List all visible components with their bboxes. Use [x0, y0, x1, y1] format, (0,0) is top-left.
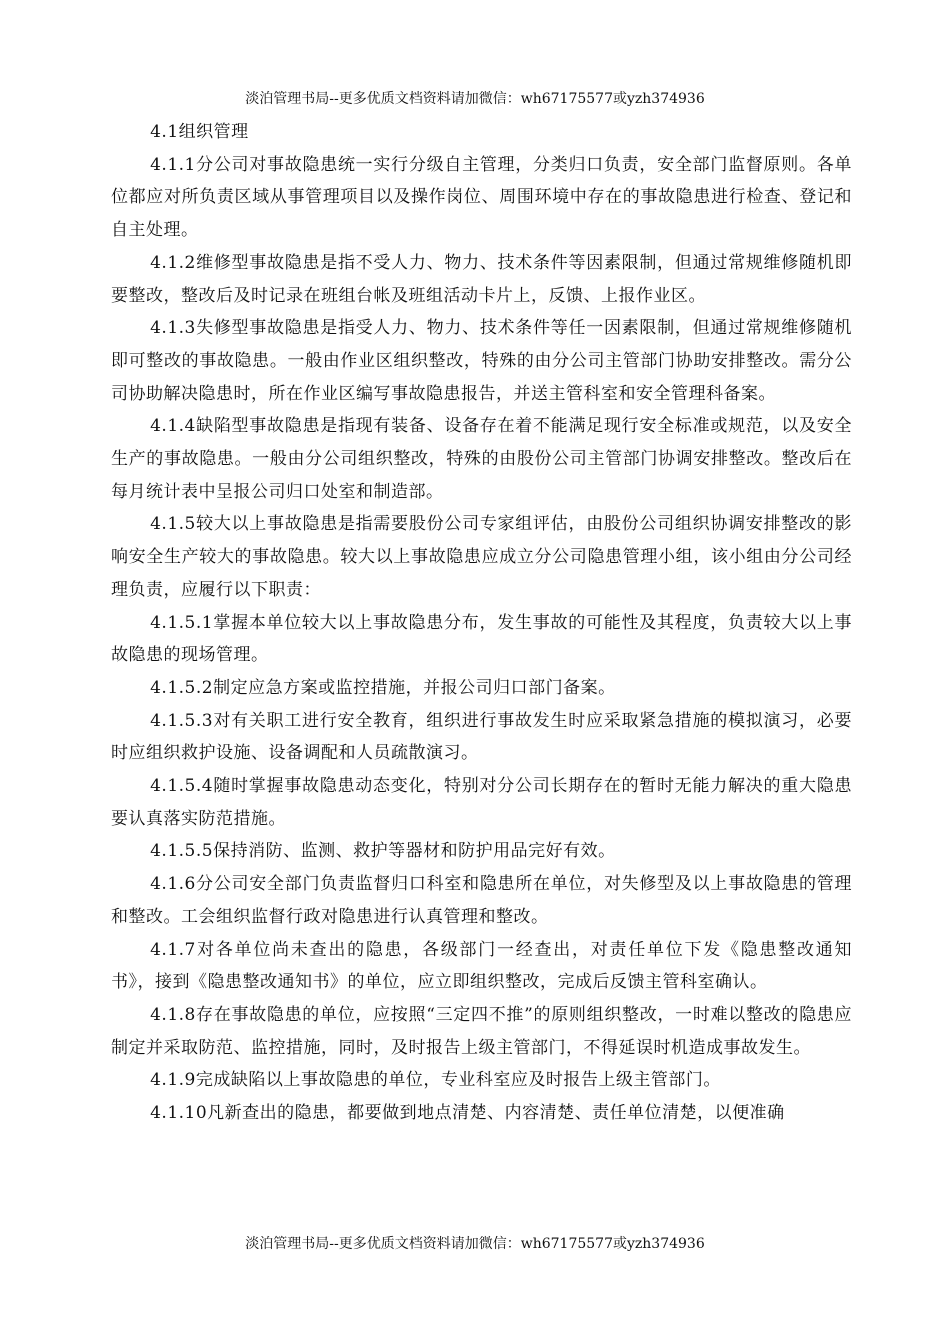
page-header: 淡泊管理书局--更多优质文档资料请加微信：wh67175577或yzh374936: [245, 91, 705, 107]
paragraph: 4.1.5.4随时掌握事故隐患动态变化，特别对分公司长期存在的暂时无能力解决的重大隐患要认真落实防范措施。: [111, 776, 852, 829]
paragraph: 4.1.9完成缺陷以上事故隐患的单位，专业科室应及时报告上级主管部门。: [150, 1070, 721, 1091]
paragraph: 4.1.8存在事故隐患的单位，应按照“三定四不推”的原则组织整改，一时难以整改的隐患应制定并采取防范、监控措施，同时，及时报告上级主管部门，不得延误时机造成事故发生。: [111, 1004, 852, 1058]
paragraph: 4.1.5.2制定应急方案或监控措施，并报公司归口部门备案。: [150, 677, 616, 698]
document-body: [111, 116, 852, 1130]
paragraph: 4.1.5.3对有关职工进行安全教育，组织进行事故发生时应采取紧急措施的模拟演习，必要时应组织救护设施、设备调配和人员疏散演习。: [111, 710, 852, 764]
paragraph: 4.1.5.5保持消防、监测、救护等器材和防护用品完好有效。: [150, 841, 616, 862]
section-heading: 4.1组织管理: [150, 122, 249, 142]
paragraph: 4.1.10凡新查出的隐患，都要做到地点清楚、内容清楚、责任单位清楚，以便准确: [150, 1103, 785, 1124]
paragraph: 4.1.5.1掌握本单位较大以上事故隐患分布，发生事故的可能性及其程度，负责较大以上事故隐患的现场管理。: [111, 612, 852, 666]
paragraph: 4.1.5较大以上事故隐患是指需要股份公司专家组评估，由股份公司组织协调安排整改的影响安全生产较大的事故隐患。较大以上事故隐患应成立分公司隐患管理小组，该小组由分公司经理负责，应履行以下职责：: [111, 514, 852, 600]
paragraph: 4.1.4缺陷型事故隐患是指现有装备、设备存在着不能满足现行安全标准或规范，以及安全生产的事故隐患。一般由分公司组织整改，特殊的由股份公司主管部门协调安排整改。整改后在每月统计表中呈报公司归口处室和制造部。: [111, 416, 852, 502]
paragraph: 4.1.3失修型事故隐患是指受人力、物力、技术条件等任一因素限制，但通过常规维修随机即可整改的事故隐患。一般由作业区组织整改，特殊的由分公司主管部门协助安排整改。需分公司协助解决隐患时，所在作业区编写事故隐患报告，并送主管科室和安全管理科备案。: [111, 318, 852, 404]
page-footer: 淡泊管理书局--更多优质文档资料请加微信：wh67175577或yzh374936: [245, 1236, 705, 1252]
paragraph: 4.1.1分公司对事故隐患统一实行分级自主管理，分类归口负责，安全部门监督原则。各单位都应对所负责区域从事管理项目以及操作岗位、周围环境中存在的事故隐患进行检查、登记和自主处理。: [111, 154, 852, 241]
paragraph: 4.1.6分公司安全部门负责监督归口科室和隐患所在单位，对失修型及以上事故隐患的管理和整改。工会组织监督行政对隐患进行认真管理和整改。: [111, 874, 852, 927]
paragraph: 4.1.7对各单位尚未查出的隐患，各级部门一经查出，对责任单位下发《隐患整改通知书》，接到《隐患整改通知书》的单位，应立即组织整改，完成后反馈主管科室确认。: [111, 939, 852, 993]
paragraph: 4.1.2维修型事故隐患是指不受人力、物力、技术条件等因素限制，但通过常规维修随机即要整改，整改后及时记录在班组台帐及班组活动卡片上，反馈、上报作业区。: [111, 252, 852, 306]
